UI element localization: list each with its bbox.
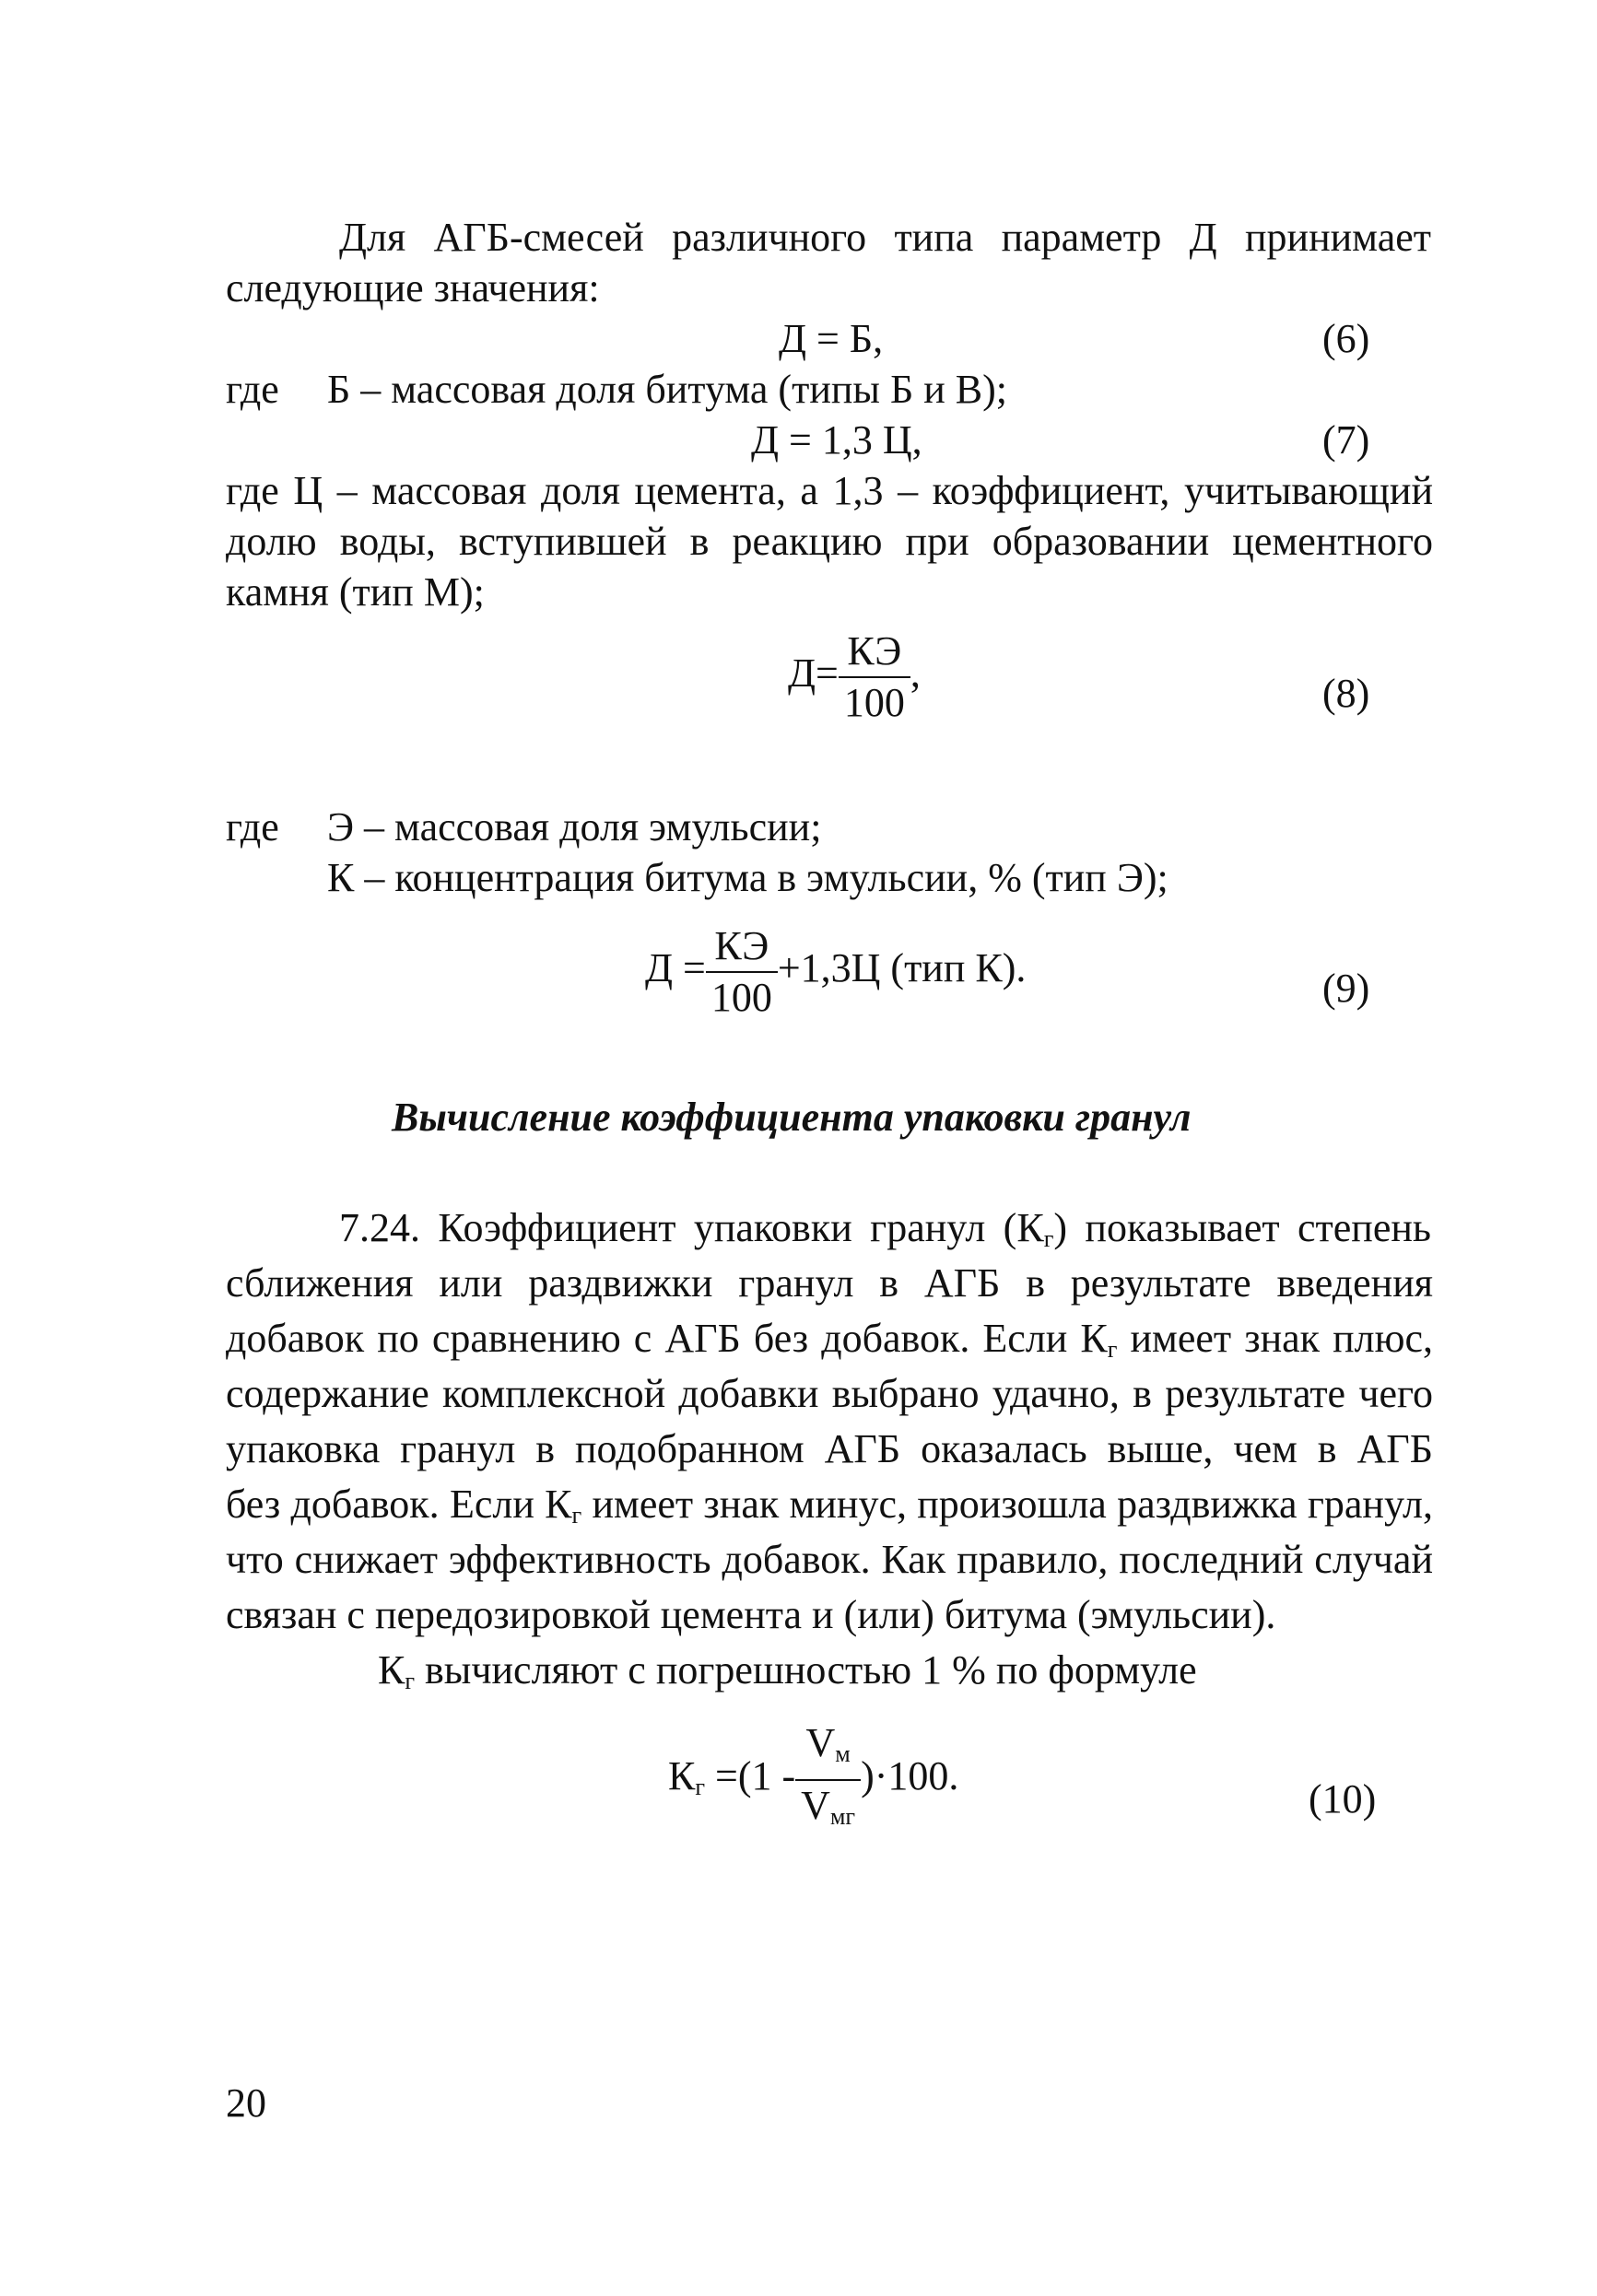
where-7-line-3: камня (тип М); — [226, 569, 485, 615]
formula-6-number: (6) — [1322, 316, 1370, 361]
para-724-line-2: сближения или раздвижки гранул в АГБ в результате введения — [226, 1260, 1433, 1306]
formula-9-denominator: 100 — [710, 975, 772, 1020]
formula-9-rhs: +1,3Ц (тип К). — [777, 945, 1027, 991]
intro-line-1: Для АГБ-смесей различного типа параметр Д принимает — [339, 215, 1431, 260]
where-7-line-2: долю воды, вступившей в реакцию при образовании цементного — [226, 519, 1433, 564]
formula-10-denominator: $V_{мг}$ — [801, 1783, 856, 1830]
formula-8-numerator: КЭ — [839, 627, 910, 678]
formula-8-lhs: Д= — [788, 650, 839, 697]
para-724-line-8: связан с передозировкой цемента и (или) битума (эмульсии). — [226, 1592, 1276, 1637]
para-724-line-7: что снижает эффективность добавок. Как правило, последний случай — [226, 1537, 1433, 1582]
para-724-line-1: 7.24. Коэффициент упаковки гранул $(К_г)$ показывает степень — [339, 1205, 1431, 1252]
formula-9-number: (9) — [1322, 966, 1370, 1011]
formula-8 — [788, 627, 921, 728]
formula-10-fraction — [795, 1718, 861, 1842]
formula-10-lhs: $К_г$ — [668, 1753, 706, 1801]
para-724-line-5: упаковка гранул в подобранном АГБ оказалась выше, чем в АГБ — [226, 1426, 1433, 1471]
formula-7: Д = 1,3 Ц, — [751, 417, 922, 463]
formula-10-number: (10) — [1309, 1776, 1377, 1822]
formula-8-tail: , — [910, 650, 921, 697]
formula-8-fraction — [839, 627, 910, 728]
section-heading: Вычисление коэффициента упаковки гранул — [392, 1095, 1192, 1140]
formula-9-lhs: Д = — [645, 945, 706, 991]
calc-line: $К_г$ вычисляют с погрешностью 1 % по формуле — [378, 1647, 1197, 1694]
formula-9 — [645, 921, 1026, 1023]
formula-6: Д = Б, — [779, 316, 884, 361]
where-8-line-2: К – концентрация битума в эмульсии, % (тип Э); — [327, 855, 1168, 900]
where-6-text: Б – массовая доля битума (типы Б и В); — [327, 367, 1008, 412]
formula-9-numerator: КЭ — [706, 921, 778, 973]
page-number: 20 — [226, 2080, 266, 2126]
para-724-line-4: содержание комплексной добавки выбрано удачно, в результате чего — [226, 1371, 1433, 1416]
where-8-prefix: где — [226, 804, 279, 849]
intro-line-2: следующие значения: — [226, 265, 600, 310]
where-7-line-1: где Ц – массовая доля цемента, а 1,3 – коэффициент, учитывающий — [226, 468, 1433, 513]
formula-8-number: (8) — [1322, 671, 1370, 716]
formula-8-denominator: 100 — [843, 680, 905, 725]
where-6-prefix: где — [226, 367, 279, 412]
formula-10: $К_г =(1$ - $\frac{V_м}{V_{мг}}$ )·100. — [668, 1718, 958, 1842]
para-724-line-6: без добавок. Если $К_г$ имеет знак минус, произошла раздвижка гранул, — [226, 1482, 1433, 1529]
where-8-line-1: Э – массовая доля эмульсии; — [327, 804, 822, 849]
formula-9-fraction — [706, 921, 778, 1023]
formula-10-numerator: $V_м$ — [795, 1718, 861, 1781]
para-724-line-3: добавок по сравнению с АГБ без добавок. Если $К_г$ имеет знак плюс, — [226, 1316, 1434, 1363]
formula-7-number: (7) — [1322, 417, 1370, 463]
